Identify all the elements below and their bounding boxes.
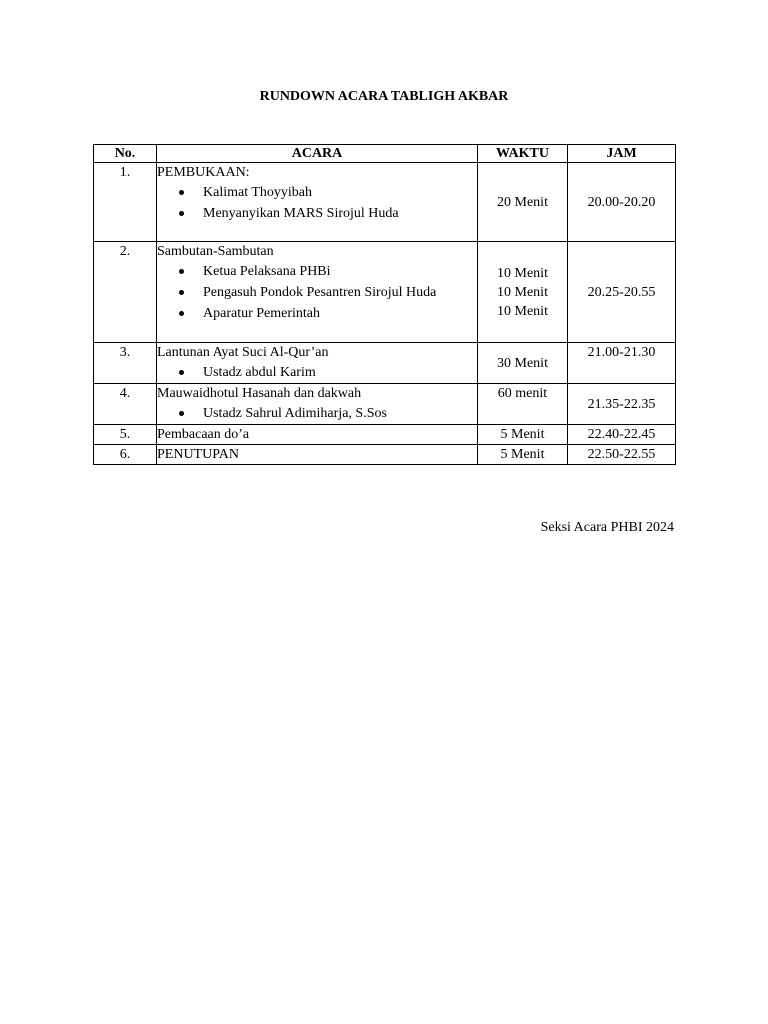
header-jam: JAM [568,145,676,163]
header-waktu: WAKTU [478,145,568,163]
row-waktu [478,242,568,343]
row-waktu [478,425,568,445]
signature-text: Seksi Acara PHBI 2024 [540,520,674,535]
sub-item-list [157,362,477,383]
waktu-value: 20 Menit [497,194,548,210]
waktu-value: 5 Menit [500,427,545,442]
bullet-icon [179,211,184,216]
waktu-value: 30 Menit [497,355,548,371]
header-no: No. [94,145,157,163]
row-jam: 20.00-20.20 [568,163,676,242]
row-jam: 22.50-22.55 [568,445,676,465]
row-waktu [478,343,568,384]
waktu-value: 60 menit [497,386,548,401]
bullet-icon [179,370,184,375]
table-row [94,343,676,384]
row-waktu [478,163,568,242]
bullet-icon [179,311,184,316]
bullet-icon [179,269,184,274]
row-jam: 21.35-22.35 [568,384,676,425]
row-number: 2. [94,242,157,343]
row-waktu [478,384,568,425]
table-header-row [94,145,676,163]
sub-item [157,303,477,324]
sub-item-label: Ketua Pelaksana PHBi [203,264,331,279]
document-title: RUNDOWN ACARA TABLIGH AKBAR [259,89,509,104]
table-row [94,384,676,425]
row-number: 4. [94,384,157,425]
row-number: 1. [94,163,157,242]
sub-item-label: Kalimat Thoyyibah [203,185,312,200]
sub-item-list [157,261,477,324]
sub-item [157,362,477,383]
row-jam: 21.00-21.30 [568,343,676,384]
row-acara [157,445,478,465]
header-acara: ACARA [157,145,478,163]
row-acara [157,163,478,242]
row-jam: 22.40-22.45 [568,425,676,445]
row-number: 6. [94,445,157,465]
table-row [94,163,676,242]
bullet-icon [179,411,184,416]
row-acara [157,343,478,384]
sub-item-list [157,182,477,224]
row-number: 5. [94,425,157,445]
sub-item-list [157,403,477,424]
bullet-icon [179,290,184,295]
acara-title: Lantunan Ayat Suci Al-Qur’an [157,345,329,360]
row-acara [157,384,478,425]
row-acara [157,242,478,343]
table-row [94,445,676,465]
sub-item-label: Ustadz abdul Karim [203,365,316,380]
waktu-value: 10 Menit [497,284,548,300]
acara-title: PENUTUPAN [157,447,239,462]
acara-title: Pembacaan do’a [157,427,250,442]
sub-item-label: Pengasuh Pondok Pesantren Sirojul Huda [203,285,437,300]
waktu-value: 10 Menit [497,265,548,281]
sub-item-label: Ustadz Sahrul Adimiharja, S.Sos [203,406,387,421]
sub-item [157,203,477,224]
sub-item [157,182,477,203]
table-row [94,425,676,445]
waktu-value: 10 Menit [497,303,548,319]
row-jam: 20.25-20.55 [568,242,676,343]
acara-title: Mauwaidhotul Hasanah dan dakwah [157,386,362,401]
row-waktu [478,445,568,465]
bullet-icon [179,190,184,195]
acara-title: PEMBUKAAN: [157,165,250,180]
sub-item-label: Aparatur Pemerintah [203,306,321,321]
rundown-table [93,144,676,465]
sub-item [157,261,477,282]
acara-title: Sambutan-Sambutan [157,244,274,259]
sub-item [157,403,477,424]
sub-item-label: Menyanyikan MARS Sirojul Huda [203,206,399,221]
sub-item [157,282,477,303]
row-acara [157,425,478,445]
table-row [94,242,676,343]
row-number: 3. [94,343,157,384]
waktu-value: 5 Menit [500,447,545,462]
